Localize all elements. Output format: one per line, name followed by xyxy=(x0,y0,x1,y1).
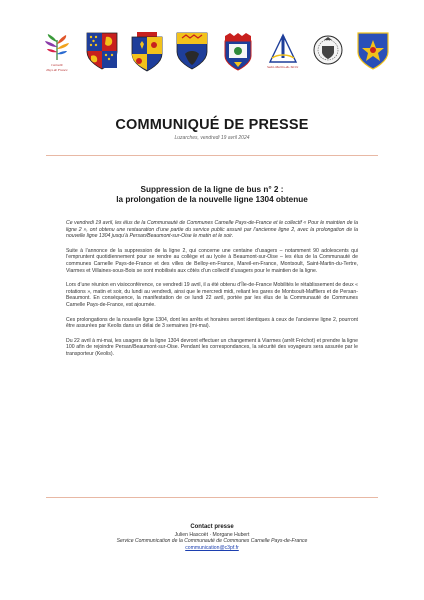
subject-line-1: Suppression de la ligne de bus n° 2 : xyxy=(140,185,284,194)
paragraph-4: Ces prolongations de la nouvelle ligne 1304, dont les arrêts et horaires seront identiques à ceux de l’ancienne ligne 2, pourront être assurées par Keolis dans un délai de 3 semaines (mi-mai). xyxy=(66,316,358,330)
carnelle-logo-subtext: Pays de France xyxy=(46,68,68,72)
carnelle-logo xyxy=(40,32,74,80)
top-divider xyxy=(46,155,378,156)
mareil-coat-of-arms-icon xyxy=(176,32,208,70)
contact-title: Contact presse xyxy=(190,524,234,530)
press-release-body xyxy=(66,220,358,366)
carnelle-logo-icon xyxy=(42,32,72,62)
logo-strip xyxy=(40,32,390,88)
belloy-logo xyxy=(85,32,119,80)
contact-service: Service Communication de la Communauté de Communes Carnelle Pays-de-France xyxy=(116,538,308,545)
header xyxy=(0,117,424,141)
contact-names: Julien Hascoët · Morgane Hubert xyxy=(174,531,250,538)
villaines-coat-of-arms-icon xyxy=(357,32,389,70)
belloy-coat-of-arms-icon xyxy=(86,32,118,70)
viarmes-seal-icon xyxy=(312,32,344,68)
paragraph-2: Suite à l’annonce de la suppression de la ligne 2, qui concerne une centaine d’usagers – notamment 90 adolescents qui l’empruntent quotidiennement pour se rendre au collège et au lycée à Beaumont-sur-Oise – les élus de la Communauté de communes Carnelle Pays-de-France et des villes de Belloy-en-France, Mareil-en-France, Montsoult, Saint-Martin-du-Tertre, Viarmes et Villaines-sous-Bois se sont mobilisés aux côtés d’un collectif d’usagers pour le maintien de la ligne. xyxy=(66,247,358,274)
page-title: COMMUNIQUÉ DE PRESSE xyxy=(115,117,309,133)
beaumont-logo xyxy=(130,32,164,80)
press-contact xyxy=(0,524,424,551)
mareil-logo xyxy=(175,32,209,80)
bottom-divider xyxy=(46,497,378,498)
subject-heading xyxy=(0,185,424,205)
saint-martin-logo xyxy=(266,32,300,80)
paragraph-lead: Ce vendredi 19 avril, les élus de la Communauté de Communes Carnelle Pays-de-France et le collectif « Pour le maintien de la ligne 2 », ont obtenu une restauration d’une partie du service public assuré par l’ancienne ligne 2, avec la prolongation de la nouvelle ligne 1304 jusqu’à Persan/Beaumont-sur-Oise le matin et le soir. xyxy=(66,220,358,240)
villaines-logo xyxy=(356,32,390,80)
subject-line-2: la prolongation de la nouvelle ligne 1304 obtenue xyxy=(116,195,308,204)
saint-martin-logo-text: Saint-Martin-du-Tertre xyxy=(267,65,299,69)
montsoult-coat-of-arms-icon xyxy=(222,32,254,72)
viarmes-logo xyxy=(311,32,345,80)
carnelle-logo-text: Carnelle xyxy=(51,63,63,67)
contact-email-link[interactable]: communication@c3pf.fr xyxy=(185,544,239,551)
montsoult-logo xyxy=(221,32,255,80)
beaumont-coat-of-arms-icon xyxy=(131,32,163,72)
dateline: Luzarches, vendredi 19 avril 2024 xyxy=(174,135,250,141)
paragraph-3: Lors d’une réunion en visioconférence, ce vendredi 19 avril, il a été obtenu d’Île-de-France Mobilités le rétablissement de deux « rotations », matin et soir, du lundi au vendredi, ainsi que le mercredi midi, reliant les gares de Montsoult-Maffliers et de Persan-Beaumont. En conséquence, la manifestation de ce lundi 22 avril, portée par les élus de la Communauté de Communes Carnelle Pays-de-France, est ajournée. xyxy=(66,282,358,308)
paragraph-5: Du 22 avril à mi-mai, les usagers de la ligne 1304 devront effectuer un changement à Viarmes (arrêt Fréchot) et prendre la ligne 100 afin de rejoindre Persan/Beaumont-sur-Oise. Pendant les correspondances, la sécurité des voyageurs sera assurée par le transporteur (Keolis). xyxy=(66,337,358,357)
saint-martin-du-tertre-logo-icon xyxy=(266,32,300,64)
